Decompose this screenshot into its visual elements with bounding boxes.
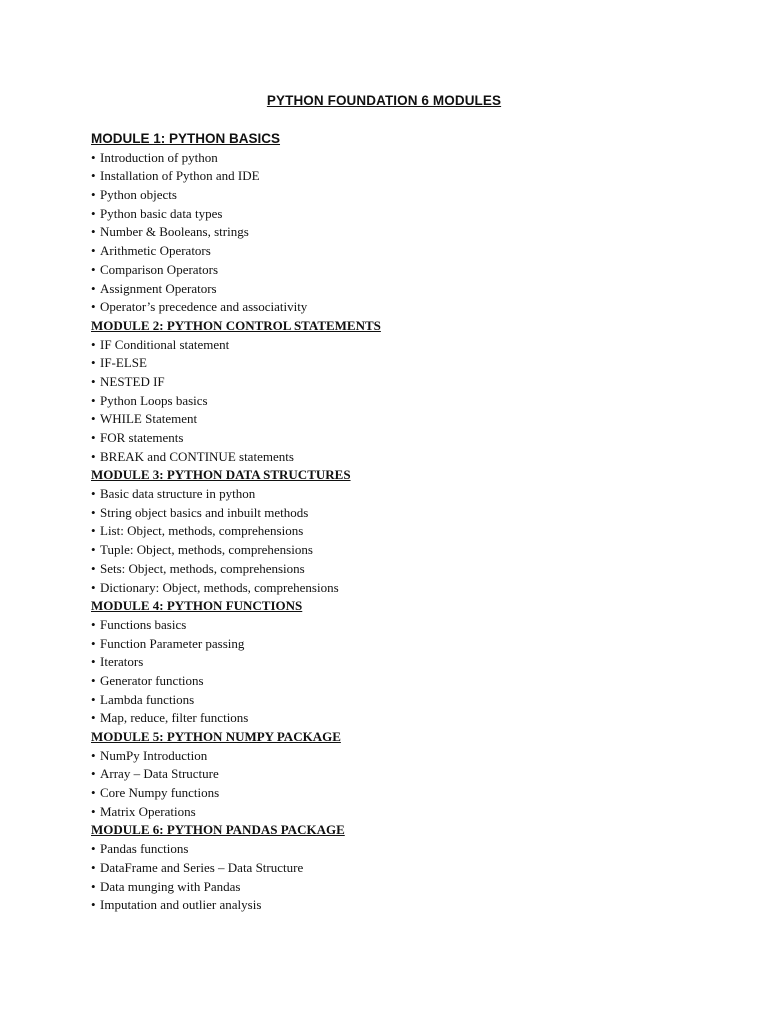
topic-item <box>91 373 731 392</box>
topic-item <box>91 541 731 560</box>
topic-item <box>91 859 731 878</box>
topic-list <box>91 840 731 915</box>
topic-item <box>91 410 731 429</box>
topic-item <box>91 186 731 205</box>
topic-text: Sets: Object, methods, comprehensions <box>100 560 305 576</box>
topic-text: Imputation and outlier analysis <box>100 897 262 913</box>
topic-item <box>91 485 731 504</box>
topic-item <box>91 223 731 242</box>
topic-text: Basic data structure in python <box>100 486 256 502</box>
topic-text: Core Numpy functions <box>100 785 220 801</box>
topic-text: Introduction of python <box>100 149 218 165</box>
module-heading: MODULE 5: PYTHON NUMPY PACKAGE <box>91 729 341 744</box>
topic-item <box>91 167 731 186</box>
topic-item <box>91 803 731 822</box>
topic-list <box>91 616 731 728</box>
topic-text: DataFrame and Series – Data Structure <box>100 859 304 875</box>
bullet-icon: • <box>91 654 96 670</box>
topic-item <box>91 672 731 691</box>
bullet-icon: • <box>91 766 96 782</box>
topic-list <box>91 149 731 317</box>
topic-text: Python basic data types <box>100 205 223 221</box>
topic-text: Operator’s precedence and associativity <box>100 299 308 315</box>
topic-item <box>91 298 731 317</box>
topic-text: Data munging with Pandas <box>100 878 241 894</box>
bullet-icon: • <box>91 149 96 165</box>
bullet-icon: • <box>91 392 96 408</box>
topic-text: List: Object, methods, comprehensions <box>100 523 304 539</box>
topic-text: Functions basics <box>100 616 187 632</box>
topic-item <box>91 149 731 168</box>
bullet-icon: • <box>91 504 96 520</box>
topic-text: Iterators <box>100 654 144 670</box>
topic-text: String object basics and inbuilt methods <box>100 504 309 520</box>
topic-text: Array – Data Structure <box>100 766 219 782</box>
topic-item <box>91 448 731 467</box>
bullet-icon: • <box>91 579 96 595</box>
bullet-icon: • <box>91 187 96 203</box>
topic-text: Python objects <box>100 187 177 203</box>
module-list <box>91 130 731 915</box>
module-heading: MODULE 1: PYTHON BASICS <box>91 131 281 146</box>
topic-item <box>91 747 731 766</box>
bullet-icon: • <box>91 616 96 632</box>
module-heading: MODULE 2: PYTHON CONTROL STATEMENTS <box>91 317 381 333</box>
topic-item <box>91 522 731 541</box>
bullet-icon: • <box>91 486 96 502</box>
topic-item <box>91 691 731 710</box>
module-heading: MODULE 3: PYTHON DATA STRUCTURES <box>91 467 351 483</box>
module-heading: MODULE 4: PYTHON FUNCTIONS <box>91 598 303 614</box>
topic-item <box>91 392 731 411</box>
topic-item <box>91 878 731 897</box>
bullet-icon: • <box>91 859 96 875</box>
bullet-icon: • <box>91 205 96 221</box>
topic-text: Map, reduce, filter functions <box>100 710 249 726</box>
topic-item <box>91 280 731 299</box>
topic-list <box>91 485 731 597</box>
topic-item <box>91 205 731 224</box>
topic-item <box>91 242 731 261</box>
topic-item <box>91 653 731 672</box>
module-3 <box>91 466 731 597</box>
bullet-icon: • <box>91 878 96 894</box>
bullet-icon: • <box>91 224 96 240</box>
bullet-icon: • <box>91 243 96 259</box>
topic-item <box>91 579 731 598</box>
module-heading: MODULE 6: PYTHON PANDAS PACKAGE <box>91 822 345 838</box>
topic-text: Function Parameter passing <box>100 635 245 651</box>
topic-item <box>91 840 731 859</box>
bullet-icon: • <box>91 897 96 913</box>
bullet-icon: • <box>91 430 96 445</box>
topic-item <box>91 896 731 915</box>
topic-item <box>91 261 731 280</box>
topic-item <box>91 765 731 784</box>
document-title: PYTHON FOUNDATION 6 MODULES <box>266 93 502 108</box>
bullet-icon: • <box>91 355 96 371</box>
topic-list <box>91 747 731 822</box>
bullet-icon: • <box>91 710 96 726</box>
module-5 <box>91 728 731 821</box>
bullet-icon: • <box>91 841 96 857</box>
topic-text: Comparison Operators <box>100 261 219 277</box>
bullet-icon: • <box>91 168 96 184</box>
bullet-icon: • <box>91 280 96 296</box>
topic-item <box>91 616 731 635</box>
topic-item <box>91 709 731 728</box>
bullet-icon: • <box>91 635 96 651</box>
module-6 <box>91 821 731 914</box>
bullet-icon: • <box>91 672 96 688</box>
topic-text: Lambda functions <box>100 691 195 707</box>
bullet-icon: • <box>91 542 96 558</box>
topic-text: NESTED IF <box>100 373 165 389</box>
topic-item <box>91 429 731 448</box>
bullet-icon: • <box>91 691 96 707</box>
topic-text: BREAK and CONTINUE statements <box>100 448 294 464</box>
topic-text: WHILE Statement <box>100 411 198 427</box>
topic-item <box>91 784 731 803</box>
bullet-icon: • <box>91 373 96 389</box>
topic-text: Dictionary: Object, methods, comprehensions <box>100 579 339 595</box>
topic-item <box>91 504 731 523</box>
topic-text: FOR statements <box>100 430 184 445</box>
bullet-icon: • <box>91 785 96 801</box>
topic-text: Assignment Operators <box>100 280 217 296</box>
module-2 <box>91 317 731 467</box>
bullet-icon: • <box>91 448 96 464</box>
topic-text: IF-ELSE <box>100 355 147 371</box>
topic-text: NumPy Introduction <box>100 747 208 763</box>
module-1 <box>91 130 731 317</box>
topic-item <box>91 635 731 654</box>
topic-text: Generator functions <box>100 672 204 688</box>
bullet-icon: • <box>91 747 96 763</box>
topic-text: Arithmetic Operators <box>100 243 211 259</box>
topic-text: Python Loops basics <box>100 392 208 408</box>
bullet-icon: • <box>91 261 96 277</box>
topic-item <box>91 336 731 355</box>
topic-text: Matrix Operations <box>100 803 196 819</box>
topic-list <box>91 336 731 467</box>
topic-text: Number & Booleans, strings <box>100 224 249 240</box>
topic-item <box>91 354 731 373</box>
topic-text: Tuple: Object, methods, comprehensions <box>100 542 313 558</box>
bullet-icon: • <box>91 336 96 352</box>
bullet-icon: • <box>91 411 96 427</box>
bullet-icon: • <box>91 523 96 539</box>
module-4 <box>91 597 731 728</box>
topic-text: Pandas functions <box>100 841 189 857</box>
topic-text: Installation of Python and IDE <box>100 168 260 184</box>
bullet-icon: • <box>91 803 96 819</box>
bullet-icon: • <box>91 560 96 576</box>
topic-text: IF Conditional statement <box>100 336 230 352</box>
bullet-icon: • <box>91 299 96 315</box>
topic-item <box>91 560 731 579</box>
